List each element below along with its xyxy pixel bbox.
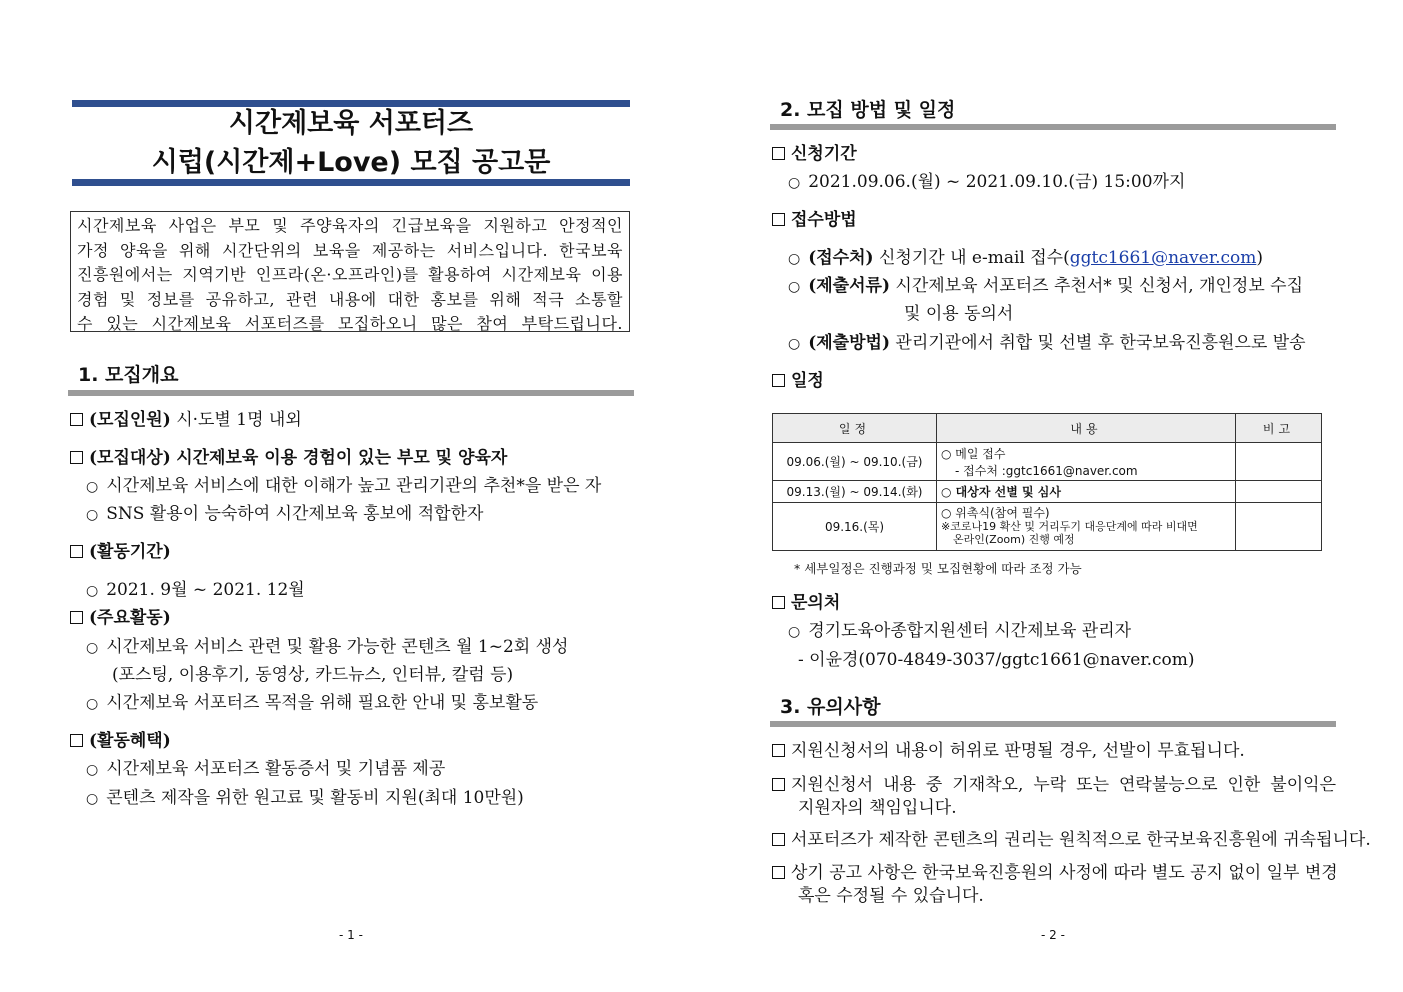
section1-title: 1. 모집개요 [78,364,179,386]
intro-line: 가정 양육을 위해 시간단위의 보육을 제공하는 서비스입니다. 한국보육 [77,240,623,260]
receipt-item2: ○ (제출서류) 시간제보육 서포터즈 추천서* 및 신청서, 개인정보 수집 [788,274,1303,299]
contact-item: ○ 경기도육아종합지원센터 시간제보육 관리자 [788,619,1131,644]
circle-bullet-icon: ○ [86,791,99,807]
contact-detail: - 이윤경(070-4849-3037/ggtc1661@naver.com) [798,650,1195,670]
main-item1: ○ 시간제보육 서비스 관련 및 활용 가능한 콘텐츠 월 1~2회 생성 [86,635,568,660]
benefit-row: (활동혜택) [70,729,171,753]
circle-bullet-icon: ○ [788,251,801,267]
table-cell-content: ○ 위촉식(참여 필수) ※코로나19 확산 및 거리두기 대응단계에 따라 비대면 온라인(Zoom) 진행 예정 [937,503,1236,551]
table-cell-content: ○ 대상자 선별 및 심사 [937,481,1236,503]
checkbox-icon [70,734,83,747]
table-cell-date: 09.06.(월) ~ 09.10.(금) [773,443,937,481]
notice-3: 서포터즈가 제작한 콘텐츠의 권리는 원칙적으로 한국보육진흥원에 귀속됩니다. [772,828,1371,852]
table-cell-note [1236,443,1322,481]
table-header: 내용 [937,414,1236,443]
schedule-table [772,413,1322,551]
checkbox-icon [70,545,83,558]
table-row [773,481,1322,503]
checkbox-icon [772,778,785,791]
intro-line: 경험 및 정보를 공유하고, 관련 내용에 대한 홍보를 위해 적극 소통할 [77,289,623,309]
circle-bullet-icon: ○ [86,762,99,778]
page-number: - 2 - [1041,928,1065,942]
section2-title: 2. 모집 방법 및 일정 [780,99,956,121]
apply-item: ○ 2021.09.06.(월) ~ 2021.09.10.(금) 15:00까지 [788,170,1185,195]
benefit-item2: ○ 콘텐츠 제작을 위한 원고료 및 활동비 지원(최대 10만원) [86,786,524,811]
section2-bar [770,124,1336,130]
checkbox-icon [70,451,83,464]
table-cell-date: 09.13.(월) ~ 09.14.(화) [773,481,937,503]
apply-row: 신청기간 [772,142,857,166]
table-row [773,443,1322,481]
notice-4: 상기 공고 사항은 한국보육진흥원의 사정에 따라 별도 공지 없이 일부 변경 [772,861,1336,885]
table-header: 비고 [1236,414,1322,443]
notice-2: 지원신청서 내용 중 기재착오, 누락 또는 연락불능으로 인한 불이익은 [772,773,1336,797]
target-row: (모집대상) 시간제보육 이용 경험이 있는 부모 및 양육자 [70,446,507,470]
main-item1-cont: (포스팅, 이용후기, 동영상, 카드뉴스, 인터뷰, 칼럼 등) [112,665,514,685]
recruit-count-row: (모집인원) 시·도별 1명 내외 [70,408,302,432]
circle-bullet-icon: ○ [788,336,801,352]
checkbox-icon [772,147,785,160]
circle-bullet-icon: ○ [86,696,99,712]
notice-4-cont: 혹은 수정될 수 있습니다. [798,886,984,906]
main-activity-row: (주요활동) [70,606,171,630]
circle-bullet-icon: ○ [86,479,99,495]
circle-bullet-icon: ○ [788,624,801,640]
circle-bullet-icon: ○ [86,583,99,599]
table-footnote: * 세부일정은 진행과정 및 모집현황에 따라 조정 가능 [794,561,1082,576]
circle-bullet-icon: ○ [86,640,99,656]
checkbox-icon [772,213,785,226]
table-row [773,503,1322,551]
period-row: (활동기간) [70,540,171,564]
section3-bar [770,721,1336,727]
circle-bullet-icon: ○ [788,279,801,295]
table-header-row [773,414,1322,443]
email-link[interactable]: ggtc1661@naver.com [1069,248,1257,268]
section3-title: 3. 유의사항 [780,696,881,718]
intro-line: 시간제보육 사업은 부모 및 주양육자의 긴급보육을 지원하고 안정적인 [77,216,623,235]
period-item: ○ 2021. 9월 ~ 2021. 12월 [86,578,305,603]
notice-1: 지원신청서의 내용이 허위로 판명될 경우, 선발이 무효됩니다. [772,739,1245,763]
table-cell-note [1236,503,1322,551]
section1-bar [68,390,634,396]
circle-bullet-icon: ○ [788,175,801,191]
target-item2: ○ SNS 활용이 능숙하여 시간제보육 홍보에 적합한자 [86,502,483,527]
benefit-item1: ○ 시간제보육 서포터즈 활동증서 및 기념품 제공 [86,757,445,782]
checkbox-icon [70,413,83,426]
receipt-row: 접수방법 [772,208,857,232]
receipt-item2-cont: 및 이용 동의서 [904,304,1014,324]
checkbox-icon [70,611,83,624]
title-bottom-bar [72,179,630,186]
receipt-item1: ○ (접수처) 신청기간 내 e-mail 접수(ggtc1661@naver.com) [788,246,1263,271]
checkbox-icon [772,596,785,609]
notice-2-cont: 지원자의 책임입니다. [798,798,957,818]
intro-box [70,211,630,332]
intro-line: 진흥원에서는 지역기반 인프라(온·오프라인)를 활용하여 시간제보육 이용 [77,265,623,284]
table-cell-date: 09.16.(목) [773,503,937,551]
checkbox-icon [772,744,785,757]
intro-line: 수 있는 시간제보육 서포터즈를 모집하오니 많은 참여 부탁드립니다. [77,314,623,333]
schedule-row: 일정 [772,369,824,393]
page-title-line1: 시간제보육 서포터즈 [228,108,474,139]
checkbox-icon [772,866,785,879]
contact-row: 문의처 [772,591,840,615]
receipt-item3: ○ (제출방법) 관리기관에서 취합 및 선별 후 한국보육진흥원으로 발송 [788,331,1306,356]
checkbox-icon [772,374,785,387]
page-title-line2: 시럽(시간제+Love) 모집 공고문 [151,147,551,178]
main-item2: ○ 시간제보육 서포터즈 목적을 위해 필요한 안내 및 홍보활동 [86,691,538,716]
target-item1: ○ 시간제보육 서비스에 대한 이해가 높고 관리기관의 추천*을 받은 자 [86,474,601,499]
circle-bullet-icon: ○ [86,507,99,523]
table-cell-note [1236,481,1322,503]
table-header: 일정 [773,414,937,443]
page-number: - 1 - [339,928,363,942]
checkbox-icon [772,833,785,846]
table-cell-content: ○ 메일 접수 - 접수처 :ggtc1661@naver.com [937,443,1236,481]
